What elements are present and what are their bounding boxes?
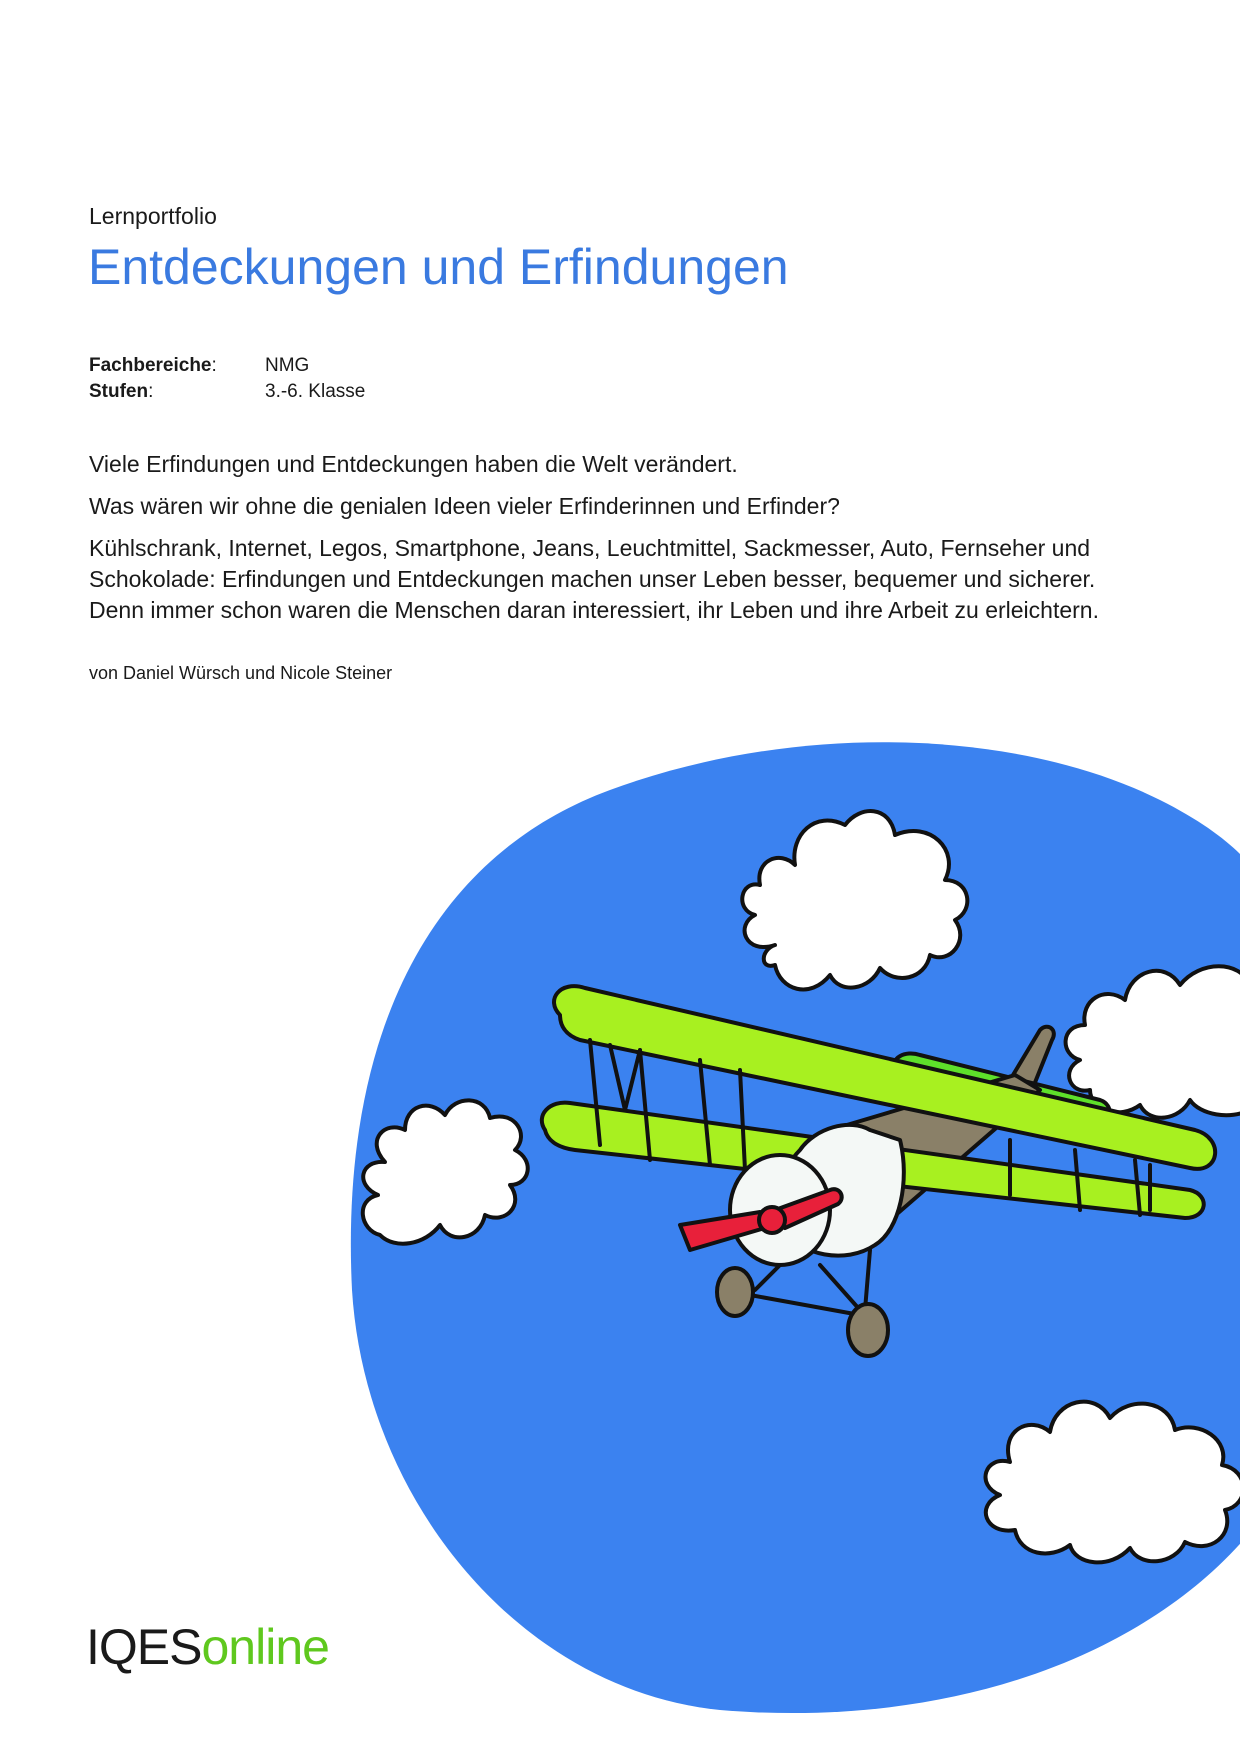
brand-logo xyxy=(86,1618,329,1676)
meta-row-level: Stufen: 3.-6. Klasse xyxy=(89,379,365,405)
kicker: Lernportfolio xyxy=(89,203,217,229)
intro-paragraph-1: Viele Erfindungen und Entdeckungen haben die Welt verändert. xyxy=(89,451,738,477)
logo-part-online: online xyxy=(201,1619,329,1675)
meta-value-level: 3.-6. Klasse xyxy=(265,381,366,402)
meta-key-level: Stufen xyxy=(89,381,149,402)
byline: von Daniel Würsch und Nicole Steiner xyxy=(89,663,393,683)
meta-value-subject: NMG xyxy=(265,355,310,376)
page-title: Entdeckungen und Erfindungen xyxy=(88,239,789,295)
logo-part-iqes: IQES xyxy=(86,1619,202,1675)
intro-line-3: Denn immer schon waren die Menschen daran interessiert, ihr Leben und ihre Arbeit zu erleichtern. xyxy=(89,597,1099,623)
intro-line-1: Kühlschrank, Internet, Legos, Smartphone, Jeans, Leuchtmittel, Sackmesser, Auto, Fernseher und xyxy=(89,535,1091,561)
intro-line-2: Schokolade: Erfindungen und Entdeckungen machen unser Leben besser, bequemer und sicherer. xyxy=(89,566,1096,592)
meta-row-subject: Fachbereiche: NMG xyxy=(89,353,365,379)
meta-key-subject: Fachbereiche xyxy=(89,355,212,376)
intro-paragraph-2: Was wären wir ohne die genialen Ideen vieler Erfinderinnen und Erfinder? xyxy=(89,493,840,519)
